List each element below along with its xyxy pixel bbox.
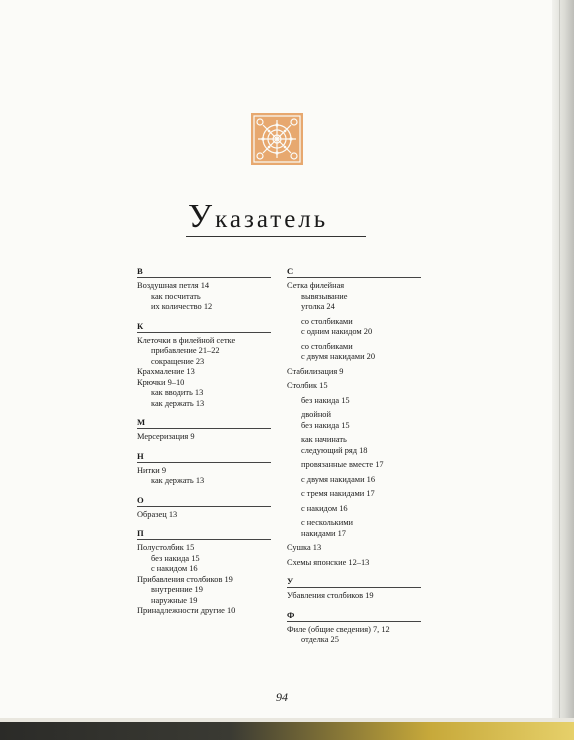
title-rest: казатель <box>215 206 329 233</box>
index-subentry: без накида 15 <box>301 420 350 430</box>
index-subentry: со столбиками <box>301 341 353 351</box>
index-entry: Прибавления столбиков 19 <box>137 574 233 584</box>
index-subentry: уголка 24 <box>301 302 335 311</box>
index-entry: Воздушная петля 14 <box>137 281 210 290</box>
index-subentry: как начинать <box>301 435 347 444</box>
index-subentry: с одним накидом 20 <box>301 327 373 336</box>
page-edge-line <box>559 0 560 740</box>
section-letter: О <box>137 495 271 507</box>
index-entry: Убавления столбиков 19 <box>287 591 374 600</box>
index-entry: Полустолбик 15 <box>137 543 195 552</box>
title-rule <box>186 236 366 237</box>
index-section <box>287 576 421 602</box>
index-section <box>137 451 271 487</box>
index-entry: Принадлежности другие 10 <box>137 606 236 615</box>
index-column-left <box>137 266 271 625</box>
section-letter: Н <box>137 451 271 463</box>
index-subentry: внутренние 19 <box>151 585 203 594</box>
index-subentry: вывязывание <box>301 291 348 301</box>
page-edge <box>552 0 574 740</box>
index-subentry: наружные 19 <box>151 595 198 605</box>
index-entry: Схемы японские 12–13 <box>287 557 370 567</box>
index-subentry: накидами 17 <box>301 528 346 538</box>
index-section <box>137 528 271 617</box>
page-number: 94 <box>276 690 288 704</box>
index-subentry: прибавление 21–22 <box>151 346 220 355</box>
index-section <box>287 266 421 568</box>
lace-square-icon <box>251 113 303 165</box>
index-entry: Крючки 9–10 <box>137 377 185 387</box>
index-subentry: провязанные вместе 17 <box>301 460 384 469</box>
section-letter: С <box>287 266 421 278</box>
index-entry: Сетка филейная <box>287 281 345 290</box>
title-initial: У <box>188 198 216 235</box>
index-entry: Сушка 13 <box>287 543 322 552</box>
index-entry: Крахмаление 13 <box>137 367 195 376</box>
index-subentry: с двумя накидами 16 <box>301 474 376 484</box>
index-entry: Стабилизация 9 <box>287 366 344 376</box>
index-subentry: без накида 15 <box>301 395 350 405</box>
index-subentry: как держать 13 <box>151 476 205 485</box>
section-letter: П <box>137 528 271 540</box>
index-subentry: с двумя накидами 20 <box>301 352 376 361</box>
index-entry: Мерсеризация 9 <box>137 432 195 441</box>
section-letter: В <box>137 266 271 278</box>
section-letter: К <box>137 321 271 333</box>
index-subentry: как посчитать <box>151 291 201 301</box>
index-entry: Нитки 9 <box>137 465 167 475</box>
index-subentry: следующий ряд 18 <box>301 445 368 455</box>
index-entry: Клеточки в филейной сетке <box>137 335 236 345</box>
index-entry: Филе (общие сведения) 7, 12 <box>287 624 390 634</box>
section-letter: Ф <box>287 610 421 622</box>
index-section <box>137 495 271 521</box>
index-entry: Образец 13 <box>137 509 178 519</box>
index-column-right <box>287 266 421 654</box>
bottom-strip <box>0 722 574 740</box>
index-subentry: с накидом 16 <box>151 564 198 573</box>
section-letter: М <box>137 417 271 429</box>
index-subentry: с накидом 16 <box>301 503 348 513</box>
index-subentry: как вводить 13 <box>151 388 204 397</box>
index-section <box>137 321 271 410</box>
page-title <box>188 198 366 238</box>
section-letter: У <box>287 576 421 588</box>
index-subentry: двойной <box>301 410 331 419</box>
index-section <box>137 417 271 443</box>
index-subentry: со столбиками <box>301 316 353 326</box>
index-subentry: сокращение 23 <box>151 356 205 366</box>
index-entry: Столбик 15 <box>287 381 328 390</box>
index-section <box>137 266 271 313</box>
index-subentry: их количество 12 <box>151 302 213 311</box>
index-subentry: без накида 15 <box>151 553 200 563</box>
index-subentry: с тремя накидами 17 <box>301 489 375 498</box>
index-subentry: с несколькими <box>301 518 353 527</box>
index-section <box>287 610 421 646</box>
index-subentry: как держать 13 <box>151 398 205 408</box>
index-subentry: отделка 25 <box>301 635 339 644</box>
